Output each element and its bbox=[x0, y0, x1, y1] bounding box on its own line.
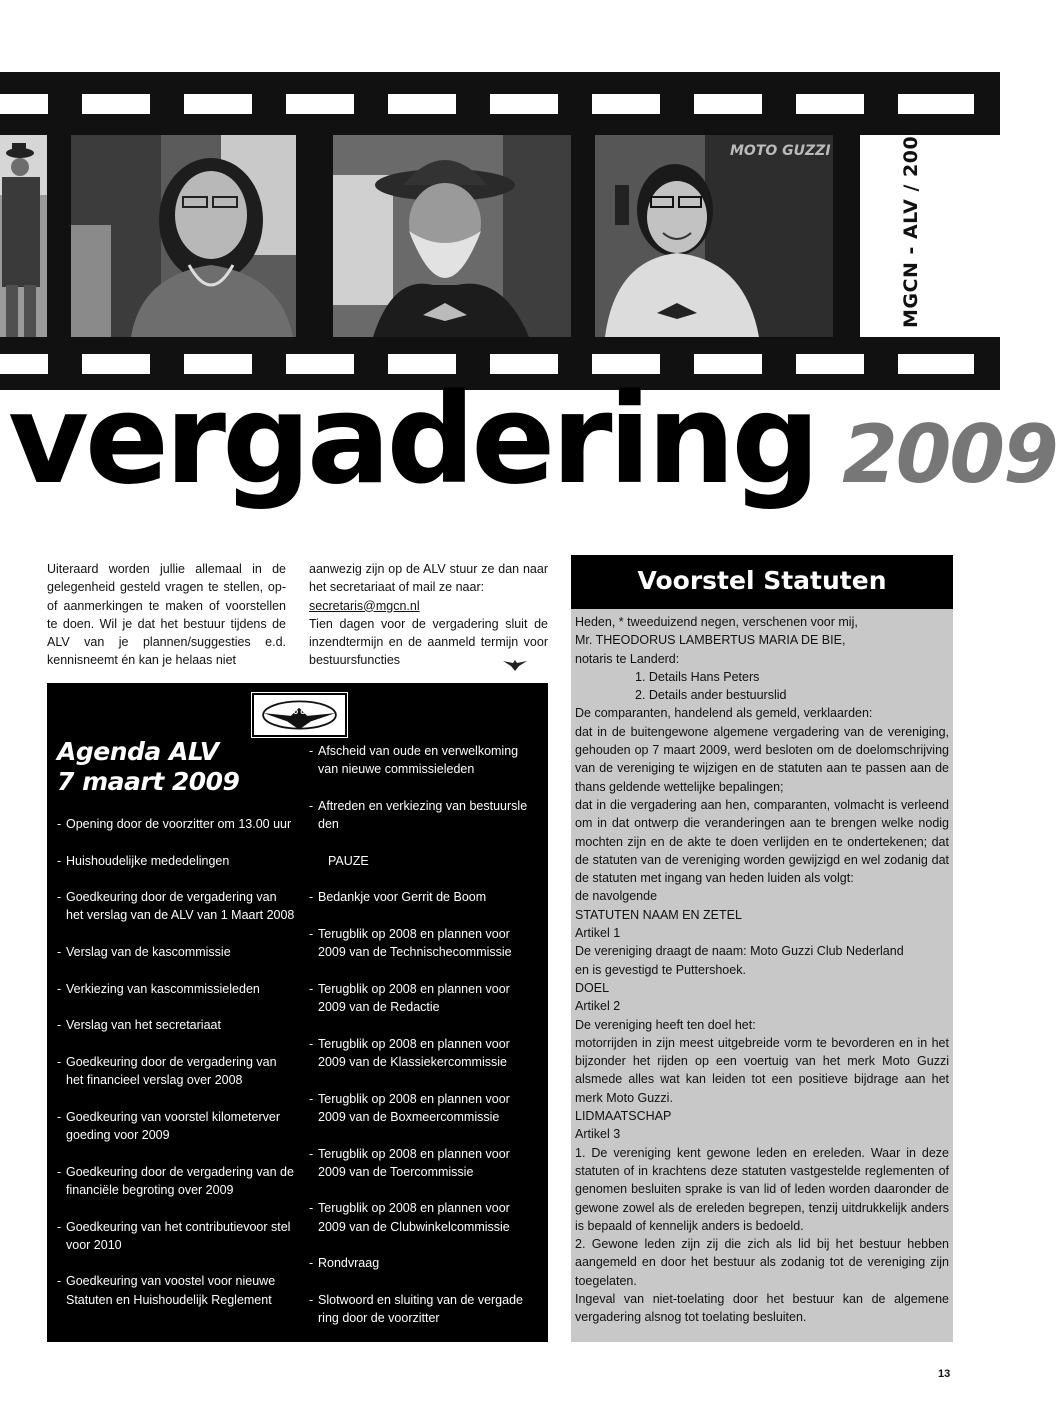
intro-column-1: Uiteraard worden jullie allemaal in de gelegenheid gesteld vragen te stellen, op- of aanmerkingen te maken of voorstellen te doen. Wil je dat het bestuur tijdens de ALV van je plannen/suggesties e.d. kennisneemt én kan je helaas niet bbox=[47, 562, 286, 668]
agenda-item: - Verslag van de kascommissie bbox=[57, 943, 297, 961]
agenda-item: - Huishoudelijke mededelingen bbox=[57, 852, 297, 870]
agenda-title-line2: 7 maart 2009 bbox=[57, 767, 240, 796]
agenda-list-left bbox=[57, 815, 297, 1327]
secretary-email-link[interactable]: secretaris@mgcn.nl bbox=[309, 598, 420, 613]
agenda-item: - Goedkeuring door de vergadering van de financiële begroting over 2009 bbox=[57, 1163, 297, 1200]
film-perforation bbox=[0, 94, 48, 114]
agenda-item: - Goedkeuring door de vergadering van het financieel verslag over 2008 bbox=[57, 1053, 297, 1090]
page-number: 13 bbox=[938, 1368, 951, 1380]
headline bbox=[8, 368, 1057, 512]
agenda-item: - Bedankje voor Gerrit de Boom bbox=[309, 888, 541, 906]
issue-label: MGCN - ALV / 2009 bbox=[900, 122, 922, 328]
statuten-title: Voorstel Statuten bbox=[571, 555, 953, 609]
agenda-item: - Terugblik op 2008 en plannen voor 2009 van de Boxmeercommissie bbox=[309, 1090, 541, 1127]
agenda-item: - Opening door de voorzitter om 13.00 uur bbox=[57, 815, 297, 833]
agenda-item: - Terugblik op 2008 en plannen voor 2009 van de Technischecommissie bbox=[309, 925, 541, 962]
film-perforation bbox=[490, 94, 558, 114]
film-perforation bbox=[592, 94, 660, 114]
statuten-paragraph: 2. Gewone leden zijn zij die zich als lid bij het bestuur hebben aangemeld en door het bestuur als zodanig tot de vereniging zijn toegelaten. bbox=[575, 1237, 949, 1288]
photo-bearded-man bbox=[333, 135, 571, 337]
intro-column-2 bbox=[309, 560, 548, 670]
statuten-paragraph: LIDMAATSCHAP bbox=[575, 1109, 672, 1124]
agenda-title-line1: Agenda ALV bbox=[57, 737, 219, 766]
photo-crowd bbox=[0, 135, 47, 337]
statuten-paragraph: notaris te Landerd: bbox=[575, 651, 680, 666]
statuten-paragraph: De comparanten, handelend als gemeld, verklaarden: bbox=[575, 706, 873, 721]
film-perforation bbox=[796, 94, 864, 114]
film-perforation bbox=[82, 94, 150, 114]
statuten-paragraph: Artikel 3 bbox=[575, 1127, 621, 1142]
logo-text: MOTO GUZZI bbox=[278, 710, 321, 717]
intro-text-a: aanwezig zijn op de ALV stuur ze dan naar het secretariaat of mail ze naar: bbox=[309, 562, 548, 595]
moto-guzzi-sign-text: MOTO GUZZI bbox=[730, 143, 831, 159]
agenda-item: - Goedkeuring van het contributievoor stel voor 2010 bbox=[57, 1218, 297, 1255]
statuten-paragraph: dat in de buitengewone algemene vergadering van de vereniging, gehouden op 7 maart 2009, werd besloten om de doelomschrijving van de vereniging te wijzigen en de statuten aan te passen aan de thans geldende wettelijke bepalingen; bbox=[575, 724, 949, 794]
statuten-paragraph: 2. Details ander bestuurslid bbox=[635, 688, 787, 703]
film-perforation bbox=[898, 354, 974, 374]
agenda-item: - Goedkeuring van voorstel kilometerver goeding voor 2009 bbox=[57, 1108, 297, 1145]
statuten-box bbox=[571, 555, 953, 1342]
statuten-paragraph: Artikel 1 bbox=[575, 926, 621, 941]
agenda-item: - Terugblik op 2008 en plannen voor 2009 van de Toercommissie bbox=[309, 1145, 541, 1182]
film-perforation bbox=[694, 94, 762, 114]
statuten-paragraph: 1. Details Hans Peters bbox=[635, 669, 760, 684]
statuten-paragraph: DOEL bbox=[575, 980, 610, 995]
statuten-paragraph: De vereniging draagt de naam: Moto Guzzi Club Nederland bbox=[575, 944, 904, 959]
agenda-item: - Terugblik op 2008 en plannen voor 2009 van de Clubwinkelcommissie bbox=[309, 1199, 541, 1236]
agenda-item: - Afscheid van oude en verwelkoming van nieuwe commissieleden bbox=[309, 742, 541, 779]
filmstrip-banner bbox=[0, 72, 1000, 390]
headline-year: 2009 bbox=[842, 408, 1057, 501]
film-perforation bbox=[184, 94, 252, 114]
statuten-paragraph: 1. De vereniging kent gewone leden en ereleden. Waar in deze statuten of in krachtens deze statuten vastgestelde reglementen of genomen besluiten sprake is van lid of leden worden daaronder de gewone zowel als de ereleden begrepen, tenzij uitdrukkelijk anders is bepaald of kennelijk anders is bedoeld. bbox=[575, 1145, 949, 1233]
moto-guzzi-eagle-icon bbox=[502, 656, 528, 672]
agenda-title bbox=[57, 737, 239, 797]
statuten-body bbox=[575, 613, 949, 1327]
film-perforation bbox=[286, 94, 354, 114]
moto-guzzi-logo bbox=[252, 693, 347, 737]
film-perforation bbox=[898, 94, 974, 114]
agenda-item: - Terugblik op 2008 en plannen voor 2009 van de Redactie bbox=[309, 980, 541, 1017]
agenda-item: - Rondvraag bbox=[309, 1254, 541, 1272]
statuten-paragraph: Heden, * tweeduizend negen, verschenen voor mij, bbox=[575, 615, 858, 629]
agenda-list-right bbox=[309, 742, 541, 1346]
agenda-item: - Goedkeuring van voostel voor nieuwe Statuten en Huishoudelijk Reglement bbox=[57, 1272, 297, 1309]
statuten-paragraph: dat in die vergadering aan hen, comparanten, volmacht is verleend om in dat ontwerp die veranderingen aan te brengen welke nodig mochten zijn en de akte te doen verlijden en te ondertekenen; dat de statuten van de vereniging worden gewijzigd en wel zodanig dat de statuten met ingang van heden luiden als volgt: bbox=[575, 797, 949, 886]
statuten-paragraph: en is gevestigd te Puttershoek. bbox=[575, 962, 746, 977]
agenda-item: - Slotwoord en sluiting van de vergade ring door de voorzitter bbox=[309, 1291, 541, 1328]
agenda-item: - Verslag van het secretariaat bbox=[57, 1016, 297, 1034]
intro-text-b: Tien dagen voor de vergadering sluit de inzendtermijn en de aanmeld termijn voor bestuursfuncties bbox=[309, 616, 548, 668]
side-label-panel bbox=[860, 135, 1000, 337]
statuten-paragraph: Ingeval van niet-toelating door het bestuur kan de algemene vergadering alsnog tot toelating besluiten. bbox=[575, 1291, 949, 1325]
photo-woman-glasses bbox=[71, 135, 296, 337]
statuten-paragraph: Mr. THEODORUS LAMBERTUS MARIA DE BIE, bbox=[575, 633, 846, 648]
statuten-paragraph: motorrijden in zijn meest uitgebreide vorm te bevorderen en in het bijzonder het rijden op een voertuig van het merk Moto Guzzi alsmede alles wat kan leiden tot een positieve bijdrage aan het merk Moto Guzzi. bbox=[575, 1035, 949, 1105]
statuten-paragraph: STATUTEN NAAM EN ZETEL bbox=[575, 907, 742, 922]
statuten-paragraph: Artikel 2 bbox=[575, 999, 621, 1014]
agenda-item: - Verkiezing van kascommissieleden bbox=[57, 980, 297, 998]
agenda-item: - Goedkeuring door de vergadering van het verslag van de ALV van 1 Maart 2008 bbox=[57, 888, 297, 925]
film-perforation bbox=[388, 94, 456, 114]
agenda-pause: PAUZE bbox=[328, 853, 369, 868]
statuten-paragraph: de navolgende bbox=[575, 889, 658, 904]
photo-smiling-woman bbox=[595, 135, 833, 337]
headline-word: vergadering bbox=[8, 368, 817, 512]
agenda-item: - Aftreden en verkiezing van bestuursle den bbox=[309, 797, 541, 834]
statuten-paragraph: De vereniging heeft ten doel het: bbox=[575, 1017, 756, 1032]
agenda-item: - Terugblik op 2008 en plannen voor 2009 van de Klassiekercommissie bbox=[309, 1035, 541, 1072]
agenda-box bbox=[47, 683, 548, 1342]
